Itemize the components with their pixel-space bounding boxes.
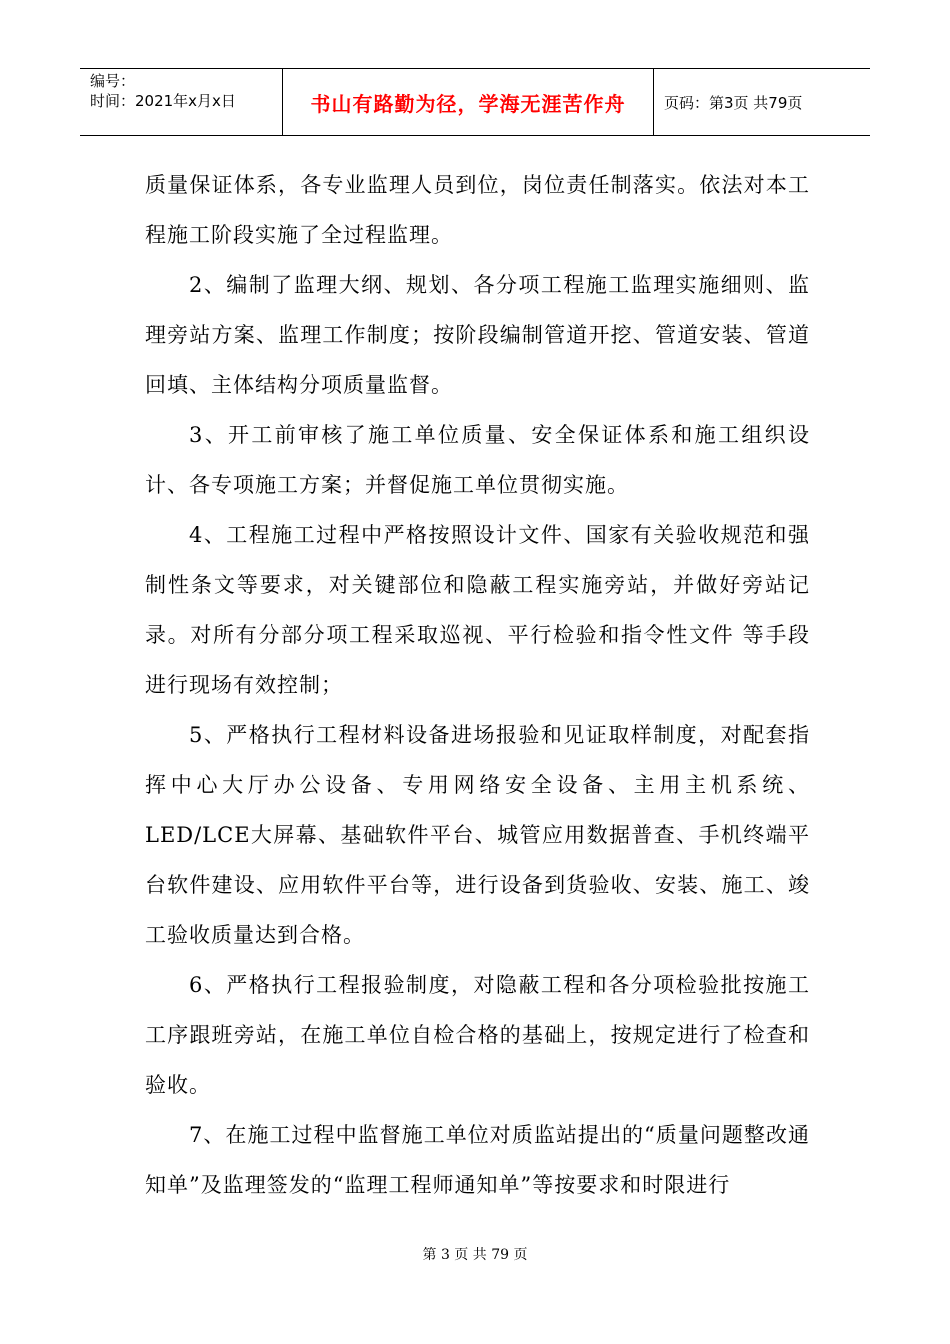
- paragraph-item-7: 7、在施工过程中监督施工单位对质监站提出的“质量问题整改通知单”及监理签发的“监理工程师通知单”等按要求和时限进行: [145, 1123, 810, 1197]
- paragraph-item-4: 4、工程施工过程中严格按照设计文件、国家有关验收规范和强制性条文等要求，对关键部位和隐蔽工程实施旁站，并做好旁站记录。对所有分部分项工程采取巡视、平行检验和指令性文件 等手段进行现场有效控制；: [145, 523, 810, 697]
- document-body: [145, 160, 810, 1210]
- paragraph-item-2: 2、编制了监理大纲、规划、各分项工程施工监理实施细则、监理旁站方案、监理工作制度；按阶段编制管道开挖、管道安装、管道回填、主体结构分项质量监督。: [145, 273, 810, 397]
- document-number-label: 编号：: [90, 72, 136, 90]
- paragraph-item-6: 6、严格执行工程报验制度，对隐蔽工程和各分项检验批按施工工序跟班旁站，在施工单位自检合格的基础上，按规定进行了检查和验收。: [145, 973, 810, 1097]
- header-page-code: 页码：第3页 共79页: [664, 93, 803, 112]
- header-motto: 书山有路勤为径，学海无涯苦作舟: [283, 69, 654, 135]
- page-footer: 第 3 页 共 79 页: [422, 1247, 528, 1263]
- paragraph-continuation: 质量保证体系，各专业监理人员到位，岗位责任制落实。依法对本工程施工阶段实施了全过程监理。: [145, 173, 810, 247]
- document-time-label: 时间：2021年x月x日: [90, 92, 236, 110]
- header-info-cell: [80, 69, 283, 135]
- paragraph-item-5: 5、严格执行工程材料设备进场报验和见证取样制度，对配套指挥中心大厅办公设备、专用网络安全设备、主用主机系统、LED/LCE大屏幕、基础软件平台、城管应用数据普查、手机终端平台软件建设、应用软件平台等，进行设备到货验收、安装、施工、竣工验收质量达到合格。: [145, 723, 810, 947]
- page-header: [80, 68, 870, 136]
- paragraph-item-3: 3、开工前审核了施工单位质量、安全保证体系和施工组织设计、各专项施工方案；并督促施工单位贯彻实施。: [145, 423, 810, 497]
